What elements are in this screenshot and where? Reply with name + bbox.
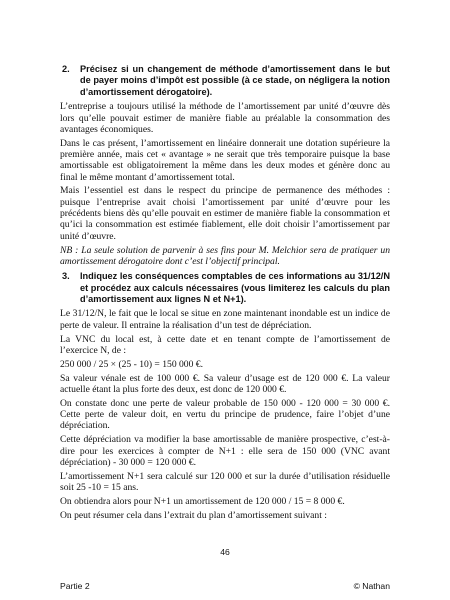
- question-3-number: 3.: [62, 271, 70, 282]
- footer-publisher: © Nathan: [353, 581, 390, 591]
- answer-3-paragraph: Le 31/12/N, le fait que le local se situe en zone maintenant inondable est un indice de perte de valeur. Il entraine la réalisation d’un test de dépréciation.: [60, 308, 390, 331]
- answer-3-paragraph: La VNC du local est, à cette date et en tenant compte de l’amortissement de l’exercice N, de :: [60, 333, 390, 356]
- answer-2-paragraph: Dans le cas présent, l’amortissement en linéaire donnerait une dotation supérieure la première année, mais cet « avantage » ne serait que très temporaire puisque la base amortissable est obligatoirement la même dans les deux modes et génère donc au final le même montant d’amortissement total.: [60, 137, 390, 183]
- answer-3-paragraph: Cette dépréciation va modifier la base amortissable de manière prospective, c’est-à-dire pour les exercices à compter de N+1 : elle sera de 150 000 (VNC avant dépréciation) - 30 000 = 120 000 €.: [60, 434, 390, 468]
- page-number: 46: [220, 547, 230, 557]
- answer-3-paragraph: On peut résumer cela dans l’extrait du plan d’amortissement suivant :: [60, 509, 327, 521]
- answer-3-paragraph: L’amortissement N+1 sera calculé sur 120 000 et sur la durée d’utilisation résiduelle soit 25 -10 = 15 ans.: [60, 470, 390, 494]
- question-3: [60, 271, 390, 305]
- footer-section-label: Partie 2: [60, 581, 90, 591]
- answer-3-formula: 250 000 / 25 × (25 - 10) = 150 000 €.: [60, 358, 203, 370]
- answer-2-paragraph: L’entreprise a toujours utilisé la méthode de l’amortissement par unité d’œuvre dès lors qu’elle pouvait estimer de manière fiable au préalable la consommation des avantages économiques.: [60, 101, 390, 135]
- answer-3-paragraph: On obtiendra alors pour N+1 un amortissement de 120 000 / 15 = 8 000 €.: [60, 495, 345, 507]
- page-footer: [60, 581, 390, 593]
- nb-note: NB : La seule solution de parvenir à ses fins pour M. Melchior sera de pratiquer un amortissement dérogatoire dont c’est l’objectif principal.: [60, 244, 390, 267]
- question-3-text: Indiquez les conséquences comptables de ces informations au 31/12/N et procédez aux calculs nécessaires (vous limiterez les calculs du plan d’amortissement aux lignes N et N+1).: [80, 271, 390, 304]
- question-2: [60, 64, 390, 98]
- question-2-number: 2.: [62, 64, 70, 74]
- answer-3-paragraph: On constate donc une perte de valeur probable de 150 000 - 120 000 = 30 000 €. Cette perte de valeur doit, en vertu du principe de prudence, faire l’objet d’une dépréciation.: [60, 397, 390, 432]
- answer-3-paragraph: Sa valeur vénale est de 100 000 €. Sa valeur d’usage est de 120 000 €. La valeur actuelle étant la plus forte des deux, est donc de 120 000 €.: [60, 372, 390, 395]
- page-content: [60, 64, 390, 524]
- question-2-text: Précisez si un changement de méthode d’amortissement dans le but de payer moins d’impôt est possible (à ce stade, on négligera la notion d’amortissement dérogatoire).: [80, 64, 390, 97]
- answer-2-paragraph: Mais l’essentiel est dans le respect du principe de permanence des méthodes : puisque l’entreprise avait choisi l’amortissement par unité d’œuvre pour les précédents biens dès qu’elle pouvait en estimer de manière fiable la consommation et qu’ici la consommation est estimée fiablement, elle doit choisir l’amortissement par unité d’œuvre.: [60, 185, 390, 242]
